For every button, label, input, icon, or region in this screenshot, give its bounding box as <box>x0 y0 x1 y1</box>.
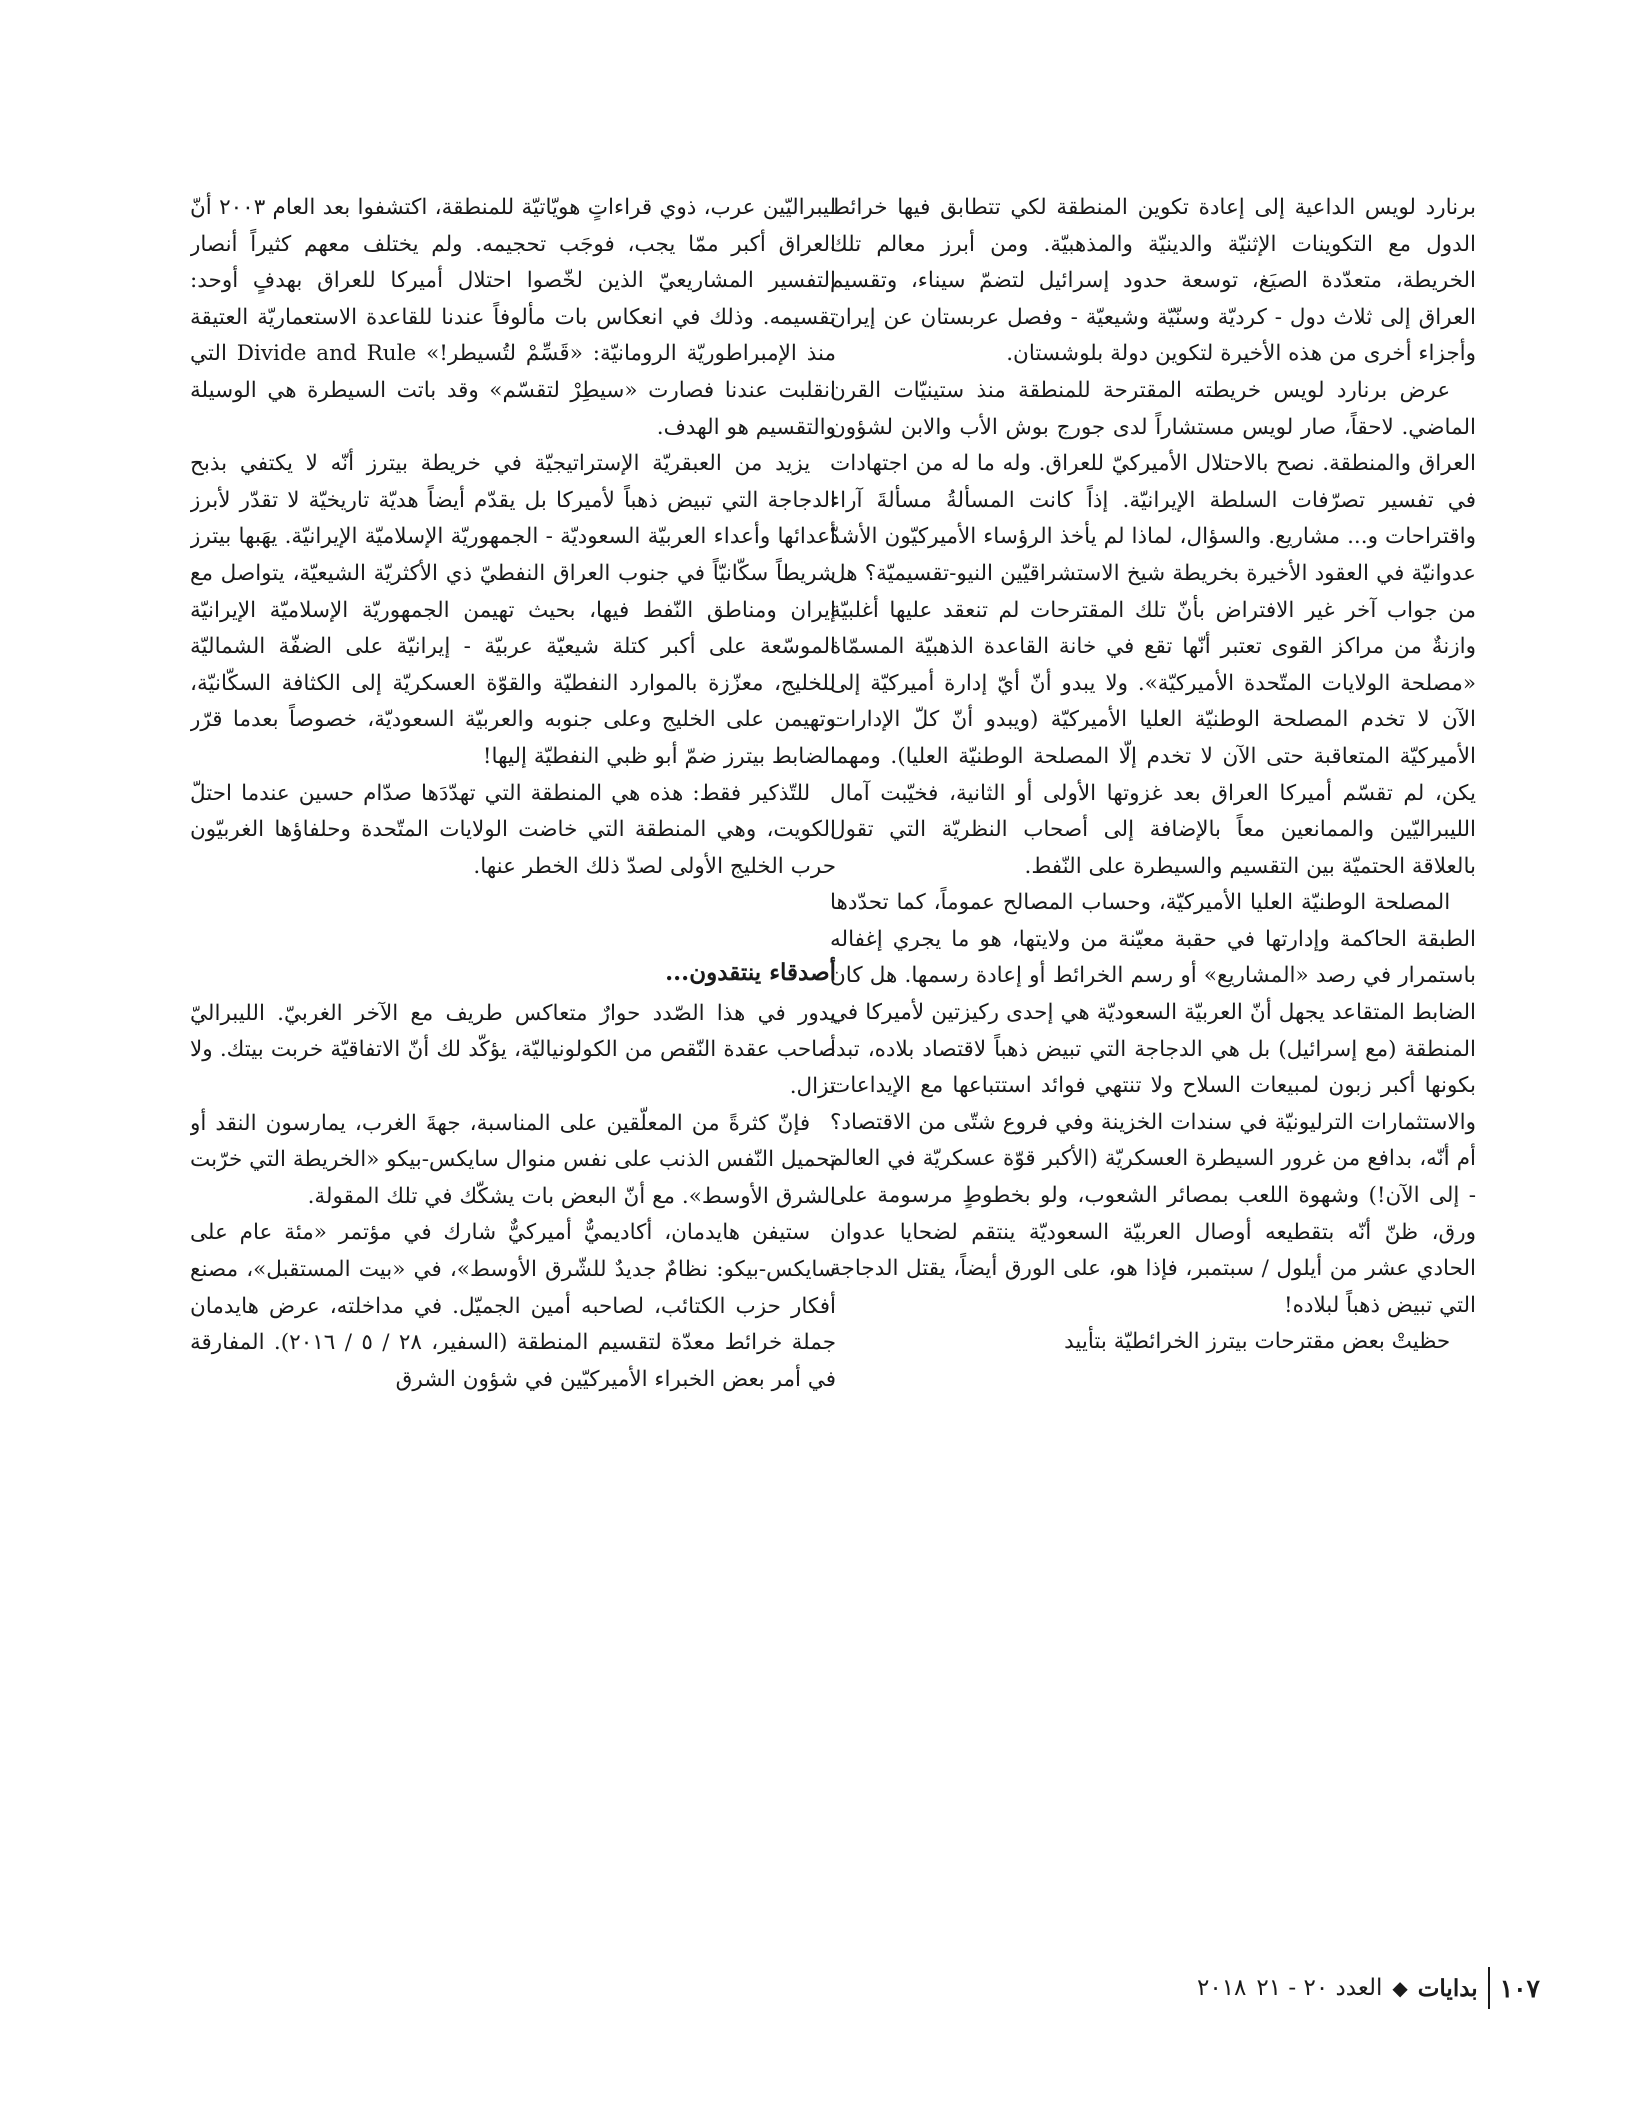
paragraph: ليبراليّين عرب، ذوي قراءاتٍ هويّاتيّة للمنطقة، اكتشفوا بعد العام ٢٠٠٣ أنّ العراق أكبر ممّا يجب، فوجَب تحجيمه. ولم يختلف معهم كثيراً أنصار التفسير المشاريعيّ الذين لخّصوا احتلال أميركا للعراق بهدفٍ أوحد: تقسيمه. وذلك في انعكاس بات مألوفاً عندنا للقاعدة الاستعماريّة العتيقة منذ الإمبراطوريّة الرومانيّة: «قَسِّمْ لتُسيطر!» Divide and Rule التي انقلبت عندنا فصارت «سيطِرْ لتقسّم» وقد باتت السيطرة هي الوسيلة والتقسيم هو الهدف. <box>190 195 836 440</box>
paragraph: المصلحة الوطنيّة العليا الأميركيّة، وحساب المصالح عموماً، كما تحدّدها الطبقة الحاكمة وإدارتها في حقبة معيّنة من ولايتها، هو ما يجري إغفاله باستمرار في رصد «المشاريع» أو رسم الخرائط أو إعادة رسمها. هل كان الضابط المتقاعد يجهل أنّ العربيّة السعوديّة هي إحدى ركيزتين لأميركا في المنطقة (مع إسرائيل) بل هي الدجاجة التي تبيض ذهباً لاقتصاد بلاده، تبدأ بكونها أكبر زبون لمبيعات السلاح ولا تنتهي فوائد استتباعها مع الإيداعات والاستثمارات الترليونيّة في سندات الخزينة وفي فروع شتّى من الاقتصاد؟ أم أنّه، بدافع من غرور السيطرة العسكريّة (الأكبر قوّة عسكريّة في العالم - إلى الآن!) وشهوة اللعب بمصائر الشعوب، ولو بخطوطٍ مرسومة على ورق، ظنّ أنّه بتقطيعه أوصال العربيّة السعوديّة ينتقم لضحايا عدوان الحادي عشر من أيلول / سبتمبر، فإذا هو، على الورق أيضاً، يقتل الدجاجة التي تبيض ذهباً لبلاده! <box>830 890 1476 1318</box>
diamond-icon: ◆ <box>1392 1976 1408 2000</box>
issue-year: ٢٠١٨ <box>1196 1975 1247 2001</box>
section-heading: أصدقاء ينتقدون... <box>665 959 836 987</box>
issue-number: العدد ٢٠ - ٢١ <box>1256 1975 1383 2001</box>
page-number: ١٠٧ <box>1499 1973 1540 2003</box>
paragraph: حظيتْ بعض مقترحات بيترز الخرائطيّة بتأييد <box>1064 1329 1451 1355</box>
paragraph: عرض برنارد لويس خريطته المقترحة للمنطقة منذ ستينيّات القرن الماضي. لاحقاً، صار لويس مستشاراً لدى جورج بوش الأب والابن لشؤون العراق والمنطقة. نصح بالاحتلال الأميركيّ للعراق. وله ما له من اجتهادات في تفسير تصرّفات السلطة الإيرانيّة. إذاً كانت المسألةُ مسألةَ آراء واقتراحات و... مشاريع. والسؤال، لماذا لم يأخذ الرؤساء الأميركيّون الأشدّ عدوانيّة في العقود الأخيرة بخريطة شيخ الاستشراقيّين النيو-تقسيميّة؟ هل من جواب آخر غير الافتراض بأنّ تلك المقترحات لم تنعقد عليها أغلبيّة وازنةٌ من مراكز القوى تعتبر أنّها تقع في خانة القاعدة الذهبيّة المسمّاة «مصلحة الولايات المتّحدة الأميركيّة». ولا يبدو أنّ أيّ إدارة أميركيّة إلى الآن لا تخدم المصلحة الوطنيّة العليا الأميركيّة (ويبدو أنّ كلّ الإدارات الأميركيّة المتعاقبة حتى الآن لا تخدم إلّا المصلحة الوطنيّة العليا). ومهما يكن، لم تقسّم أميركا العراق بعد غزوتها الأولى أو الثانية، فخيّبت آمال الليبراليّين والممانعين معاً بالإضافة إلى أصحاب النظريّة التي تقول بالعلاقة الحتميّة بين التقسيم والسيطرة على النّفط. <box>830 377 1476 879</box>
paragraph: للتّذكير فقط: هذه هي المنطقة التي تهدّدَها صدّام حسين عندما احتلّ الكويت، وهي المنطقة التي خاضت الولايات المتّحدة وحلفاؤها الغربيّون حرب الخليج الأولى لصدّ ذلك الخطر عنها. <box>190 780 836 879</box>
paragraph: برنارد لويس الداعية إلى إعادة تكوين المنطقة لكي تتطابق فيها خرائط الدول مع التكوينات الإثنيّة والدينيّة والمذهبيّة. ومن أبرز معالم تلك الخريطة، متعدّدة الصيَغ، توسعة حدود إسرائيل لتضمّ سيناء، وتقسيم العراق إلى ثلاث دول - كرديّة وسنّيّة وشيعيّة - وفصل عربستان عن إيران وأجزاء أخرى من هذه الأخيرة لتكوين دولة بلوشستان. <box>830 195 1476 367</box>
paragraph: يزيد من العبقريّة الإستراتيجيّة في خريطة بيترز أنّه لا يكتفي بذبح الدجاجة التي تبيض ذهباً لأميركا بل يقدّم أيضاً هديّة تاريخيّة لا تقدّر لأبرز أعدائها وأعداء العربيّة السعوديّة - الجمهوريّة الإسلاميّة الإيرانيّة. يهَبها بيترز شريطاً سكّانيّاً في جنوب العراق النفطيّ ذي الأكثريّة الشيعيّة، يتواصل مع إيران ومناطق النّفط فيها، بحيث تهيمن الجمهوريّة الإسلاميّة الإيرانيّة الموسّعة على أكبر كتلة شيعيّة عربيّة - إيرانيّة على الضفّة الشماليّة للخليج، معزّزة بالموارد النفطيّة والقوّة العسكريّة إلى الكثافة السكّانيّة، وتهيمن على الخليج وعلى جنوبه والعربيّة السعوديّة، خصوصاً بعدما قرّر الضابط بيترز ضمّ أبو ظبي النفطيّة إليها! <box>190 451 836 769</box>
page-footer <box>1120 1963 1540 2013</box>
paragraph: ستيفن هايدمان، أكاديميٌّ أميركيٌّ شارك في مؤتمر «مئة عام على سايكس-بيكو: نظامٌ جديدٌ للشّرق الأوسط»، في «بيت المستقبل»، مصنع أفكار حزب الكتائب، لصاحبه أمين الجميّل. في مداخلته، عرض هايدمان جملة خرائط معدّة لتقسيم المنطقة (السفير، ٢٨ / ٥ / ٢٠١٦). المفارقة في أمر بعض الخبراء الأميركيّين في شؤون الشرق <box>190 1220 836 1392</box>
paragraph: فإنّ كثرةً من المعلّقين على المناسبة، جهةَ الغرب، يمارسون النقد أو تحميل النّفس الذنب على نفس منوال سايكس-بيكو «الخريطة التي خرّبت الشرق الأوسط». مع أنّ البعض بات يشكّك في تلك المقولة. <box>190 1110 836 1209</box>
magazine-title: بدايات <box>1417 1974 1478 2002</box>
text-column-left <box>190 190 836 1950</box>
footer-divider <box>1488 1967 1490 2009</box>
paragraph: يدور في هذا الصّدد حوارٌ متعاكس طريف مع الآخر الغربيّ. الليبراليّ صاحب عقدة النّقص من الكولونياليّة، يؤكّد لك أنّ الاتفاقيّة خربت بيتك. ولا تزال. <box>190 1000 836 1100</box>
text-column-right <box>830 190 1476 1950</box>
